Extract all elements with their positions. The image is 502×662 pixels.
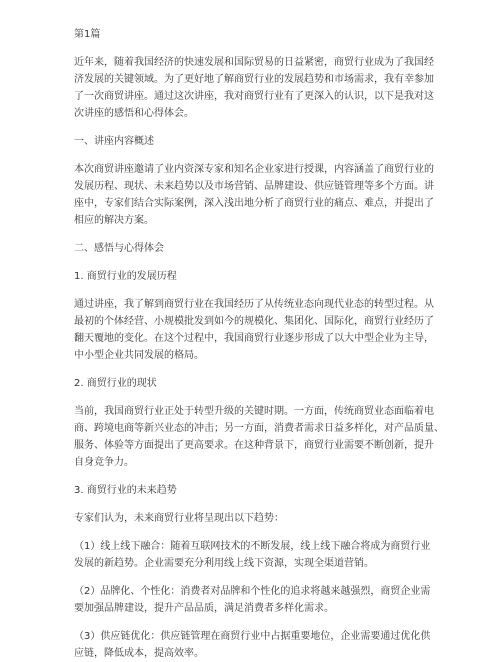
- trend-1-line: 发展的新趋势。企业需要充分利用线上线下资源，实现全渠道营销。: [74, 558, 374, 569]
- trend-1-paragraph: [74, 538, 431, 572]
- subsection-2-paragraph: [74, 403, 444, 471]
- intro-line: 次讲座的感悟和心得体会。: [74, 108, 194, 119]
- section-2-title: 二、感悟与心得体会: [74, 243, 164, 254]
- subsection-2-line: 自身竞争力。: [74, 457, 134, 468]
- intro-paragraph: [74, 54, 434, 122]
- subsection-1-line: 中小型企业共同发展的格局。: [74, 350, 204, 361]
- subsection-1-title: 1. 商贸行业的发展历程: [74, 271, 177, 282]
- section-1-paragraph: [74, 161, 434, 229]
- trend-3-line: 应链，降低成本，提高效率。: [74, 648, 204, 659]
- intro-line: 近年来，随着我国经济的快速发展和国际贸易的日益紧密，商贸行业成为了我国经: [74, 57, 434, 68]
- subsection-2-title: 2. 商贸行业的现状: [74, 378, 157, 389]
- trend-2-line: （2）品牌化、个性化：消费者对品牌和个性化的追求将越来越强烈，商贸企业需: [74, 586, 431, 597]
- subsection-1-line: 通过讲座，我了解到商贸行业在我国经历了从传统业态向现代业态的转型过程。从: [74, 299, 434, 310]
- subsection-3-title: 3. 商贸行业的未来趋势: [74, 485, 177, 496]
- trend-3-line: （3）供应链优化：供应链管理在商贸行业中占据重要地位，企业需要通过优化供: [74, 631, 431, 642]
- subsection-2-line: 商、跨境电商等新兴业态的冲击；另一方面，消费者需求日益多样化，对产品质量、: [74, 423, 444, 434]
- subsection-1-paragraph: [74, 296, 434, 364]
- subsection-2-line: 服务、体验等方面提出了更高要求。在这种背景下，商贸行业需要不断创新，提升: [74, 440, 434, 451]
- trend-2-paragraph: [74, 583, 431, 617]
- trend-3-paragraph: [74, 628, 431, 662]
- trend-2-line: 要加强品牌建设，提升产品品质，满足消费者多样化需求。: [74, 603, 334, 614]
- intro-line: 济发展的关键领域。为了更好地了解商贸行业的发展趋势和市场需求，我有幸参加: [74, 74, 434, 85]
- subsection-1-line: 最初的个体经营、小规模批发到如今的规模化、集团化、国际化，商贸行业经历了: [74, 316, 434, 327]
- intro-line: 了一次商贸讲座。通过这次讲座，我对商贸行业有了更深入的认识，以下是我对这: [74, 91, 434, 102]
- chapter-title: 第1篇: [74, 29, 101, 40]
- section-1-line: 相应的解决方案。: [74, 215, 154, 226]
- section-1-line: 座中，专家们结合实际案例，深入浅出地分析了商贸行业的痛点、难点，并提出了: [74, 198, 434, 209]
- section-1-title: 一、讲座内容概述: [74, 136, 154, 147]
- subsection-2-line: 当前，我国商贸行业正处于转型升级的关键时期。一方面，传统商贸业态面临着电: [74, 406, 434, 417]
- section-1-line: 发展历程、现状、未来趋势以及市场营销、品牌建设、供应链管理等多个方面。讲: [74, 181, 434, 192]
- trend-1-line: （1）线上线下融合：随着互联网技术的不断发展，线上线下融合将成为商贸行业: [74, 541, 431, 552]
- section-1-line: 本次商贸讲座邀请了业内资深专家和知名企业家进行授课，内容涵盖了商贸行业的: [74, 164, 434, 175]
- subsection-3-intro: 专家们认为，未来商贸行业将呈现出以下趋势：: [74, 513, 284, 524]
- subsection-1-line: 翻天覆地的变化。在这个过程中，我国商贸行业逐步形成了以大中型企业为主导，: [74, 333, 434, 344]
